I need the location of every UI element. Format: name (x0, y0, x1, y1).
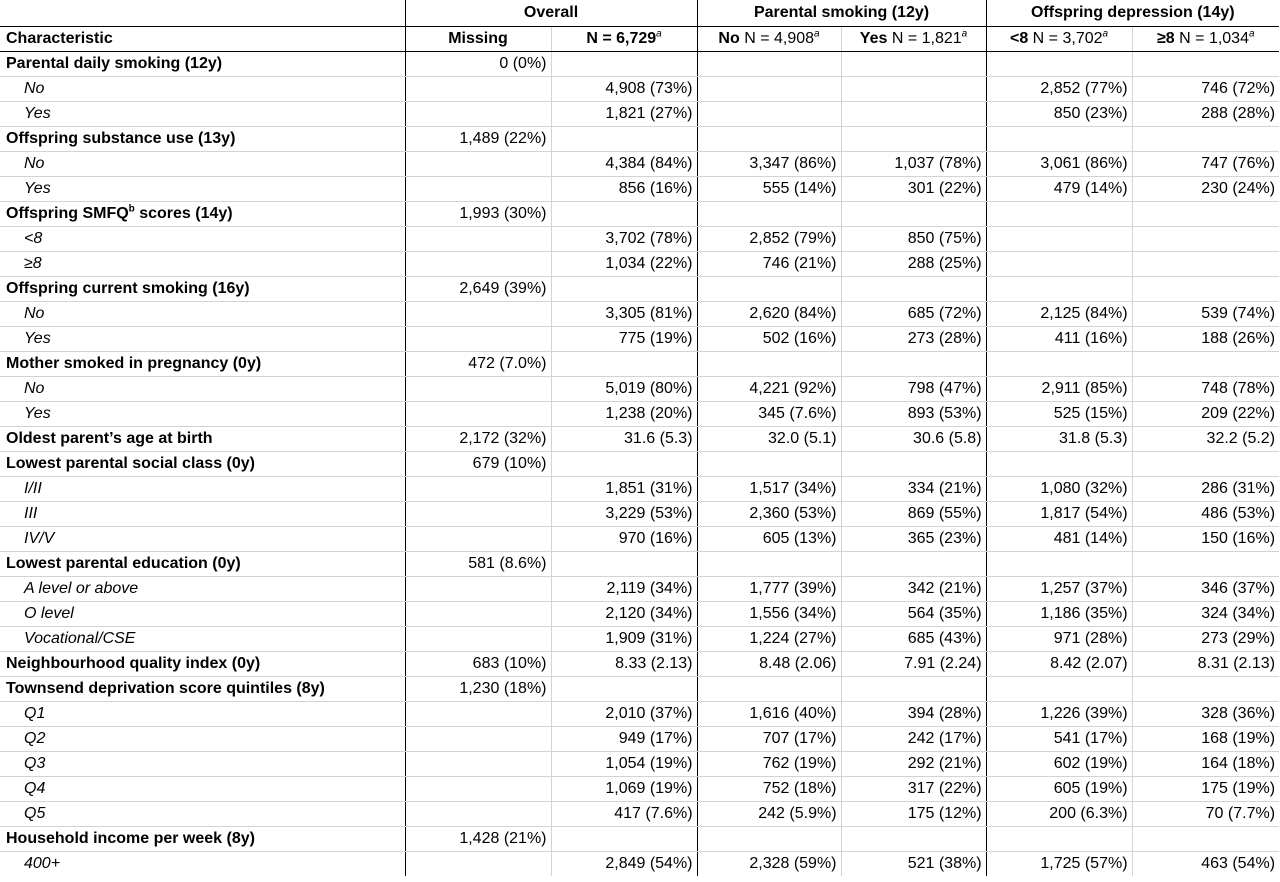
value-cell (697, 351, 841, 376)
value-cell: 1,037 (78%) (841, 151, 986, 176)
value-cell: 971 (28%) (986, 626, 1132, 651)
missing-cell: 0 (0%) (405, 51, 551, 76)
category-row (0, 751, 1279, 776)
value-cell: 747 (76%) (1132, 151, 1279, 176)
value-cell: 288 (25%) (841, 251, 986, 276)
value-cell: 394 (28%) (841, 701, 986, 726)
value-cell (1132, 451, 1279, 476)
missing-cell (405, 376, 551, 401)
missing-cell (405, 401, 551, 426)
header-characteristic: Characteristic (0, 26, 405, 51)
category-row (0, 576, 1279, 601)
missing-cell (405, 776, 551, 801)
category-label: No (0, 151, 405, 176)
value-cell: 525 (15%) (986, 401, 1132, 426)
value-cell: 605 (13%) (697, 526, 841, 551)
value-cell: 748 (78%) (1132, 376, 1279, 401)
value-cell: 564 (35%) (841, 601, 986, 626)
value-cell: 555 (14%) (697, 176, 841, 201)
missing-cell (405, 751, 551, 776)
value-cell (697, 76, 841, 101)
value-cell: 292 (21%) (841, 751, 986, 776)
value-cell: 8.48 (2.06) (697, 651, 841, 676)
variable-label: Oldest parent’s age at birth (0, 426, 405, 451)
value-cell: 3,347 (86%) (697, 151, 841, 176)
value-cell: 1,238 (20%) (551, 401, 697, 426)
category-row (0, 801, 1279, 826)
value-cell: 8.33 (2.13) (551, 651, 697, 676)
value-cell (551, 51, 697, 76)
value-cell (1132, 226, 1279, 251)
variable-label: Lowest parental education (0y) (0, 551, 405, 576)
category-row (0, 776, 1279, 801)
value-cell: 328 (36%) (1132, 701, 1279, 726)
value-cell: 1,821 (27%) (551, 101, 697, 126)
category-row (0, 76, 1279, 101)
missing-cell (405, 176, 551, 201)
value-cell (986, 126, 1132, 151)
value-cell: 230 (24%) (1132, 176, 1279, 201)
value-cell (986, 276, 1132, 301)
category-label: O level (0, 601, 405, 626)
value-cell: 164 (18%) (1132, 751, 1279, 776)
value-cell: 2,911 (85%) (986, 376, 1132, 401)
value-cell (1132, 676, 1279, 701)
missing-cell (405, 101, 551, 126)
value-cell: 70 (7.7%) (1132, 801, 1279, 826)
category-label: Yes (0, 101, 405, 126)
value-cell: 541 (17%) (986, 726, 1132, 751)
value-cell: 1,224 (27%) (697, 626, 841, 651)
value-cell (841, 451, 986, 476)
value-cell: 1,069 (19%) (551, 776, 697, 801)
variable-row (0, 126, 1279, 151)
variable-label: Offspring SMFQ$^b$ scores (14y) (0, 201, 405, 226)
missing-cell (405, 726, 551, 751)
value-cell: 317 (22%) (841, 776, 986, 801)
category-row (0, 501, 1279, 526)
value-cell (551, 826, 697, 851)
value-cell: 286 (31%) (1132, 476, 1279, 501)
value-cell: 209 (22%) (1132, 401, 1279, 426)
value-cell (697, 51, 841, 76)
value-cell: 1,517 (34%) (697, 476, 841, 501)
value-cell (697, 676, 841, 701)
value-cell: 869 (55%) (841, 501, 986, 526)
header-missing: Missing (405, 26, 551, 51)
value-cell: 273 (28%) (841, 326, 986, 351)
missing-cell (405, 701, 551, 726)
category-label: Q2 (0, 726, 405, 751)
value-cell: 4,221 (92%) (697, 376, 841, 401)
value-cell: 856 (16%) (551, 176, 697, 201)
category-label: I/II (0, 476, 405, 501)
header-lt8-depression: <8 N = 3,702$^a$ (986, 26, 1132, 51)
value-cell: 334 (21%) (841, 476, 986, 501)
value-cell (841, 76, 986, 101)
value-cell (1132, 201, 1279, 226)
missing-cell (405, 501, 551, 526)
value-cell: 2,125 (84%) (986, 301, 1132, 326)
value-cell (551, 276, 697, 301)
value-cell (986, 226, 1132, 251)
value-cell: 3,229 (53%) (551, 501, 697, 526)
value-cell (1132, 351, 1279, 376)
value-cell: 486 (53%) (1132, 501, 1279, 526)
value-cell (551, 201, 697, 226)
category-label: ≥8 (0, 251, 405, 276)
value-cell: 481 (14%) (986, 526, 1132, 551)
value-cell (1132, 826, 1279, 851)
value-cell (841, 676, 986, 701)
value-cell: 539 (74%) (1132, 301, 1279, 326)
category-label: No (0, 301, 405, 326)
category-row (0, 176, 1279, 201)
variable-row (0, 826, 1279, 851)
missing-cell (405, 626, 551, 651)
variable-row (0, 201, 1279, 226)
value-cell: 502 (16%) (697, 326, 841, 351)
value-cell: 479 (14%) (986, 176, 1132, 201)
value-cell: 2,852 (77%) (986, 76, 1132, 101)
value-cell: 1,186 (35%) (986, 601, 1132, 626)
missing-cell: 1,489 (22%) (405, 126, 551, 151)
value-cell (1132, 126, 1279, 151)
value-cell: 1,616 (40%) (697, 701, 841, 726)
value-cell (551, 551, 697, 576)
value-cell: 775 (19%) (551, 326, 697, 351)
value-cell (986, 451, 1132, 476)
value-cell (551, 676, 697, 701)
value-cell (841, 276, 986, 301)
value-cell: 7.91 (2.24) (841, 651, 986, 676)
value-cell (697, 101, 841, 126)
variable-row (0, 426, 1279, 451)
header-no-smoking: No N = 4,908$^a$ (697, 26, 841, 51)
variable-label: Neighbourhood quality index (0y) (0, 651, 405, 676)
variable-row (0, 651, 1279, 676)
missing-cell (405, 76, 551, 101)
value-cell: 605 (19%) (986, 776, 1132, 801)
category-row (0, 251, 1279, 276)
table-body (0, 51, 1279, 876)
value-cell (841, 126, 986, 151)
value-cell: 521 (38%) (841, 851, 986, 876)
value-cell (551, 126, 697, 151)
value-cell: 2,328 (59%) (697, 851, 841, 876)
value-cell: 168 (19%) (1132, 726, 1279, 751)
value-cell (697, 551, 841, 576)
category-row (0, 376, 1279, 401)
missing-cell (405, 576, 551, 601)
value-cell: 2,620 (84%) (697, 301, 841, 326)
category-label: Yes (0, 401, 405, 426)
category-label: IV/V (0, 526, 405, 551)
value-cell: 345 (7.6%) (697, 401, 841, 426)
missing-cell (405, 851, 551, 876)
missing-cell: 1,230 (18%) (405, 676, 551, 701)
value-cell: 31.6 (5.3) (551, 426, 697, 451)
value-cell: 2,010 (37%) (551, 701, 697, 726)
variable-label: Offspring substance use (13y) (0, 126, 405, 151)
variable-label: Household income per week (8y) (0, 826, 405, 851)
value-cell: 4,908 (73%) (551, 76, 697, 101)
value-cell: 2,849 (54%) (551, 851, 697, 876)
value-cell: 4,384 (84%) (551, 151, 697, 176)
value-cell: 1,054 (19%) (551, 751, 697, 776)
value-cell (1132, 51, 1279, 76)
group-parental-smoking: Parental smoking (12y) (697, 0, 986, 26)
category-row (0, 526, 1279, 551)
value-cell: 365 (23%) (841, 526, 986, 551)
value-cell: 31.8 (5.3) (986, 426, 1132, 451)
value-cell: 746 (72%) (1132, 76, 1279, 101)
category-label: Q4 (0, 776, 405, 801)
header-ge8-depression: ≥8 N = 1,034$^a$ (1132, 26, 1279, 51)
category-row (0, 301, 1279, 326)
category-label: Yes (0, 326, 405, 351)
value-cell: 1,817 (54%) (986, 501, 1132, 526)
value-cell: 2,120 (34%) (551, 601, 697, 626)
value-cell: 411 (16%) (986, 326, 1132, 351)
value-cell: 746 (21%) (697, 251, 841, 276)
value-cell: 242 (5.9%) (697, 801, 841, 826)
missing-cell (405, 151, 551, 176)
variable-label: Mother smoked in pregnancy (0y) (0, 351, 405, 376)
value-cell: 2,119 (34%) (551, 576, 697, 601)
value-cell (841, 51, 986, 76)
value-cell (986, 251, 1132, 276)
value-cell: 1,034 (22%) (551, 251, 697, 276)
value-cell (841, 826, 986, 851)
category-label: Q1 (0, 701, 405, 726)
value-cell: 685 (72%) (841, 301, 986, 326)
value-cell (697, 826, 841, 851)
category-row (0, 601, 1279, 626)
category-row (0, 476, 1279, 501)
value-cell (986, 351, 1132, 376)
category-row (0, 226, 1279, 251)
value-cell (841, 551, 986, 576)
missing-cell (405, 226, 551, 251)
missing-cell (405, 326, 551, 351)
missing-cell: 683 (10%) (405, 651, 551, 676)
variable-label: Lowest parental social class (0y) (0, 451, 405, 476)
value-cell: 1,851 (31%) (551, 476, 697, 501)
category-row (0, 401, 1279, 426)
value-cell: 30.6 (5.8) (841, 426, 986, 451)
value-cell: 175 (19%) (1132, 776, 1279, 801)
category-row (0, 326, 1279, 351)
header-n-overall: N = 6,729$^a$ (551, 26, 697, 51)
value-cell: 762 (19%) (697, 751, 841, 776)
variable-row (0, 51, 1279, 76)
missing-cell: 581 (8.6%) (405, 551, 551, 576)
value-cell (1132, 251, 1279, 276)
missing-cell (405, 601, 551, 626)
value-cell: 273 (29%) (1132, 626, 1279, 651)
variable-row (0, 451, 1279, 476)
value-cell: 5,019 (80%) (551, 376, 697, 401)
variable-label: Townsend deprivation score quintiles (8y) (0, 676, 405, 701)
header-yes-smoking: Yes N = 1,821$^a$ (841, 26, 986, 51)
value-cell (986, 551, 1132, 576)
missing-cell (405, 301, 551, 326)
value-cell: 970 (16%) (551, 526, 697, 551)
value-cell (697, 451, 841, 476)
column-header-row (0, 26, 1279, 51)
value-cell: 685 (43%) (841, 626, 986, 651)
value-cell: 188 (26%) (1132, 326, 1279, 351)
missing-cell (405, 526, 551, 551)
value-cell: 850 (23%) (986, 101, 1132, 126)
value-cell (1132, 551, 1279, 576)
category-label: Q5 (0, 801, 405, 826)
variable-row (0, 551, 1279, 576)
variable-row (0, 351, 1279, 376)
value-cell: 707 (17%) (697, 726, 841, 751)
variable-row (0, 676, 1279, 701)
value-cell: 417 (7.6%) (551, 801, 697, 826)
category-label: Vocational/CSE (0, 626, 405, 651)
value-cell: 3,305 (81%) (551, 301, 697, 326)
value-cell: 2,852 (79%) (697, 226, 841, 251)
value-cell: 798 (47%) (841, 376, 986, 401)
value-cell: 1,556 (34%) (697, 601, 841, 626)
value-cell: 3,061 (86%) (986, 151, 1132, 176)
category-row (0, 701, 1279, 726)
value-cell: 301 (22%) (841, 176, 986, 201)
category-label: 400+ (24, 854, 61, 872)
missing-cell: 1,993 (30%) (405, 201, 551, 226)
value-cell (841, 201, 986, 226)
value-cell: 242 (17%) (841, 726, 986, 751)
column-group-row (0, 0, 1279, 26)
value-cell: 949 (17%) (551, 726, 697, 751)
variable-label: Parental daily smoking (12y) (0, 51, 405, 76)
value-cell: 850 (75%) (841, 226, 986, 251)
missing-cell (405, 476, 551, 501)
missing-cell: 472 (7.0%) (405, 351, 551, 376)
variable-label: Offspring current smoking (16y) (0, 276, 405, 301)
value-cell (697, 276, 841, 301)
value-cell: 175 (12%) (841, 801, 986, 826)
missing-cell (405, 801, 551, 826)
value-cell: 463 (54%) (1132, 851, 1279, 876)
category-label: Q3 (0, 751, 405, 776)
missing-cell: 679 (10%) (405, 451, 551, 476)
value-cell: 288 (28%) (1132, 101, 1279, 126)
value-cell: 2,360 (53%) (697, 501, 841, 526)
value-cell (986, 201, 1132, 226)
value-cell (841, 351, 986, 376)
value-cell: 8.42 (2.07) (986, 651, 1132, 676)
value-cell (551, 351, 697, 376)
value-cell (986, 826, 1132, 851)
missing-cell: 1,428 (21%) (405, 826, 551, 851)
category-label: Yes (0, 176, 405, 201)
value-cell (986, 51, 1132, 76)
category-label: <8 (0, 226, 405, 251)
value-cell: 32.0 (5.1) (697, 426, 841, 451)
category-label: No (0, 76, 405, 101)
value-cell: 1,725 (57%) (986, 851, 1132, 876)
category-row (0, 726, 1279, 751)
empty-group-cell (0, 0, 405, 26)
value-cell: 893 (53%) (841, 401, 986, 426)
group-offspring-depression: Offspring depression (14y) (986, 0, 1279, 26)
category-row (0, 101, 1279, 126)
value-cell: 150 (16%) (1132, 526, 1279, 551)
value-cell: 346 (37%) (1132, 576, 1279, 601)
value-cell (697, 126, 841, 151)
value-cell (551, 451, 697, 476)
value-cell: 324 (34%) (1132, 601, 1279, 626)
category-row (0, 626, 1279, 651)
value-cell: 1,226 (39%) (986, 701, 1132, 726)
value-cell: 602 (19%) (986, 751, 1132, 776)
category-label: III (0, 501, 405, 526)
variable-row (0, 276, 1279, 301)
value-cell: 1,777 (39%) (697, 576, 841, 601)
value-cell: 32.2 (5.2) (1132, 426, 1279, 451)
value-cell: 1,080 (32%) (986, 476, 1132, 501)
value-cell: 1,257 (37%) (986, 576, 1132, 601)
category-row (0, 851, 1279, 876)
category-label: A level or above (0, 576, 405, 601)
value-cell (986, 676, 1132, 701)
value-cell: 752 (18%) (697, 776, 841, 801)
value-cell: 200 (6.3%) (986, 801, 1132, 826)
value-cell: 342 (21%) (841, 576, 986, 601)
value-cell: 3,702 (78%) (551, 226, 697, 251)
category-label: No (0, 376, 405, 401)
group-overall: Overall (405, 0, 697, 26)
missing-cell: 2,172 (32%) (405, 426, 551, 451)
missing-cell: 2,649 (39%) (405, 276, 551, 301)
value-cell (1132, 276, 1279, 301)
value-cell (841, 101, 986, 126)
category-row (0, 151, 1279, 176)
missing-cell (405, 251, 551, 276)
value-cell: 8.31 (2.13) (1132, 651, 1279, 676)
value-cell: 1,909 (31%) (551, 626, 697, 651)
value-cell (697, 201, 841, 226)
